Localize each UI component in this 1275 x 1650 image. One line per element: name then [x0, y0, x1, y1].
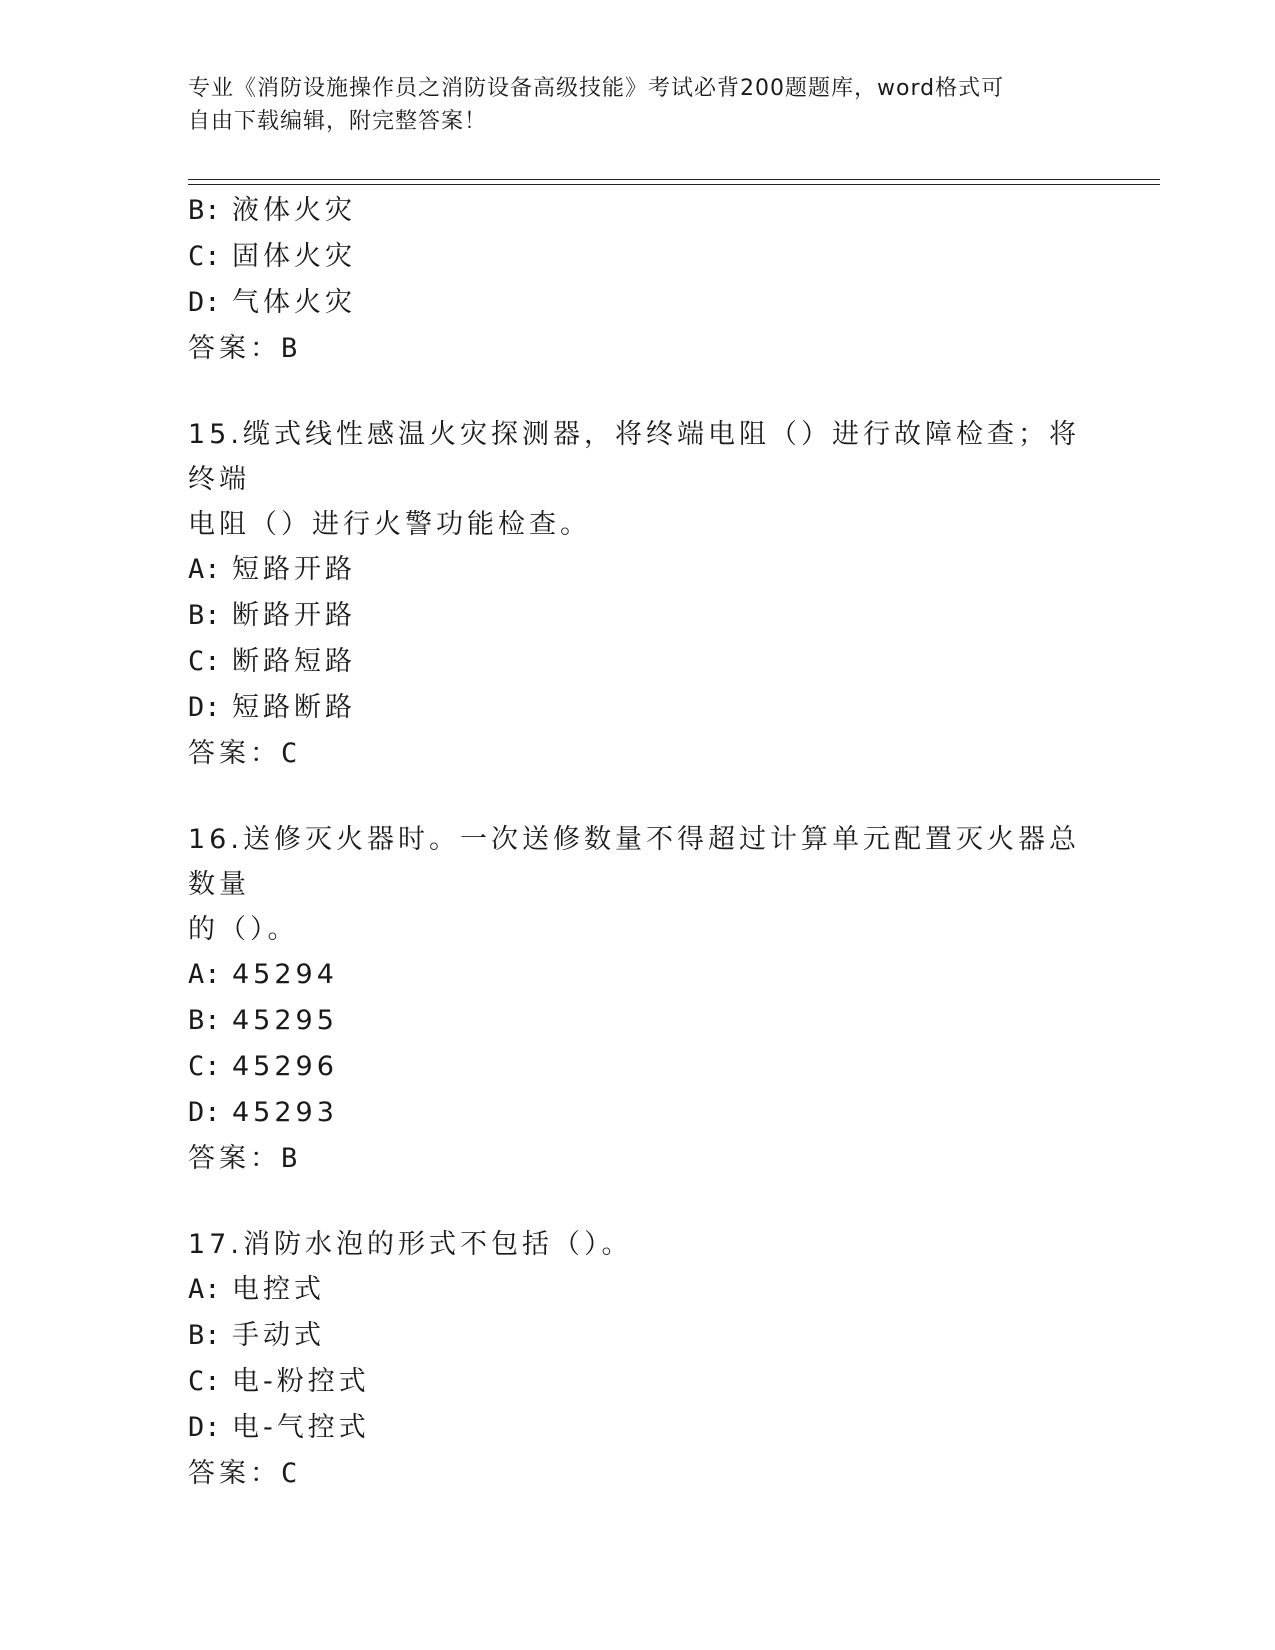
option-text: 液体火灾 — [232, 195, 356, 226]
question-list — [188, 188, 1088, 1497]
option-c: C: 电-粉控式 — [188, 1366, 370, 1397]
option-d: D: 45293 — [188, 1097, 338, 1128]
option-text: 45295 — [232, 1005, 338, 1036]
option-text: 电控式 — [232, 1274, 325, 1305]
answer-value: B — [281, 333, 298, 364]
answer-line — [188, 1451, 1088, 1497]
answer-line — [188, 1136, 1088, 1182]
answer-label: 答案： — [188, 738, 281, 769]
option-a: A: 短路开路 — [188, 554, 356, 585]
option-text: 电-粉控式 — [232, 1366, 370, 1397]
document-header — [188, 72, 1068, 138]
option-b: B: 断路开路 — [188, 600, 356, 631]
option-text: 45294 — [232, 959, 338, 990]
header-divider-top — [188, 179, 1160, 180]
option-text: 电-气控式 — [232, 1412, 370, 1443]
option-text: 固体火灾 — [232, 241, 356, 272]
option-text: 45293 — [232, 1097, 338, 1128]
option-b: B: 45295 — [188, 1005, 338, 1036]
option-b: B: 手动式 — [188, 1320, 325, 1351]
question-stem: 16.送修灭火器时。一次送修数量不得超过计算单元配置灭火器总数量 的（）。 — [188, 824, 1080, 945]
answer-label: 答案： — [188, 1143, 281, 1174]
option-text: 手动式 — [232, 1320, 325, 1351]
option-d: D: 气体火灾 — [188, 287, 356, 318]
option-d: D: 短路断路 — [188, 692, 356, 723]
question-stem: 15.缆式线性感温火灾探测器，将终端电阻（）进行故障检查；将终端 电阻（）进行火警功能检查。 — [188, 419, 1080, 540]
option-c: C: 45296 — [188, 1051, 338, 1082]
partial-question — [188, 188, 1088, 372]
option-text: 断路开路 — [232, 600, 356, 631]
answer-value: B — [281, 1143, 298, 1174]
answer-value: C — [281, 738, 298, 769]
header-line-2: 自由下载编辑，附完整答案！ — [188, 109, 488, 134]
question-16 — [188, 817, 1088, 1182]
header-line-1: 专业《消防设施操作员之消防设备高级技能》考试必背200题题库，word格式可 — [188, 76, 1005, 101]
option-c: C: 断路短路 — [188, 646, 356, 677]
answer-line — [188, 731, 1088, 777]
option-text: 45296 — [232, 1051, 338, 1082]
question-17 — [188, 1222, 1088, 1497]
option-a: A: 45294 — [188, 959, 338, 990]
answer-line — [188, 326, 1088, 372]
answer-value: C — [281, 1458, 298, 1489]
answer-label: 答案： — [188, 333, 281, 364]
option-c: C: 固体火灾 — [188, 241, 356, 272]
option-d: D: 电-气控式 — [188, 1412, 370, 1443]
option-text: 短路断路 — [232, 692, 356, 723]
question-stem: 17.消防水泡的形式不包括（）。 — [188, 1229, 633, 1260]
option-b: B: 液体火灾 — [188, 195, 356, 226]
header-divider-bottom — [188, 184, 1160, 185]
option-a: A: 电控式 — [188, 1274, 325, 1305]
option-text: 断路短路 — [232, 646, 356, 677]
answer-label: 答案： — [188, 1458, 281, 1489]
option-text: 短路开路 — [232, 554, 356, 585]
question-15 — [188, 412, 1088, 777]
option-text: 气体火灾 — [232, 287, 356, 318]
